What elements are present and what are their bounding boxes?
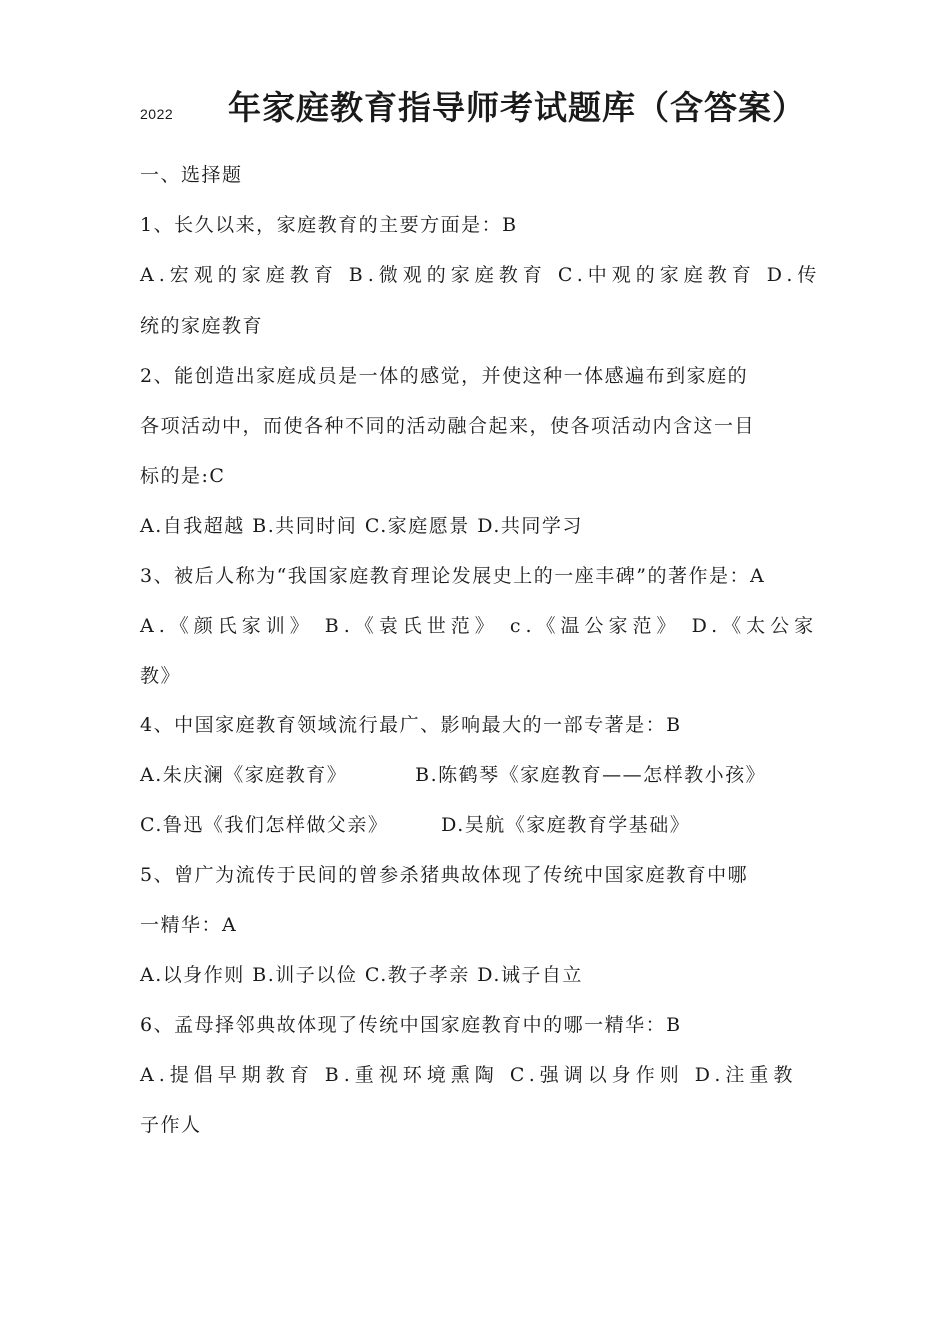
question-1-options-cont: 统的家庭教育 [140, 315, 264, 337]
question-3-options: A.《颜氏家训》 B.《袁氏世范》 c.《温公家范》 D.《太公家 [140, 615, 819, 637]
question-4-options: C.鲁迅《我们怎样做父亲》 D.吴航《家庭教育学基础》 [140, 814, 691, 836]
page-title: 年家庭教育指导师考试题库（含答案） [228, 88, 806, 127]
question-2-cont: 各项活动中，而使各种不同的活动融合起来，使各项活动内含这一目 [140, 415, 756, 437]
question-4-options: A.朱庆澜《家庭教育》 B.陈鹤琴《家庭教育——怎样教小孩》 [140, 764, 767, 786]
question-4: 4、中国家庭教育领域流行最广、影响最大的一部专著是：B [140, 714, 682, 736]
question-5: 5、曾广为流传于民间的曾参杀猪典故体现了传统中国家庭教育中哪 [140, 864, 749, 886]
title-row [140, 82, 820, 130]
question-3: 3、被后人称为“我国家庭教育理论发展史上的一座丰碑”的著作是：A [140, 565, 766, 587]
question-1: 1、长久以来，家庭教育的主要方面是：B [140, 214, 518, 236]
question-2-cont: 标的是:C [140, 465, 226, 487]
title-year: 2022 [140, 106, 174, 122]
question-6: 6、孟母择邻典故体现了传统中国家庭教育中的哪一精华：B [140, 1014, 682, 1036]
question-5-options: A.以身作则 B.训子以俭 C.教子孝亲 D.诫子自立 [140, 964, 583, 986]
question-5-cont: 一精华：A [140, 914, 238, 936]
question-6-options: A.提倡早期教育 B.重视环境熏陶 C.强调以身作则 D.注重教 [140, 1064, 798, 1086]
question-2-options: A.自我超越 B.共同时间 C.家庭愿景 D.共同学习 [140, 515, 583, 537]
question-1-options: A.宏观的家庭教育 B.微观的家庭教育 C.中观的家庭教育 D.传 [140, 264, 822, 286]
section-heading: 一、选择题 [140, 164, 243, 186]
question-6-options-cont: 子作人 [140, 1114, 202, 1136]
question-2: 2、能创造出家庭成员是一体的感觉，并使这种一体感遍布到家庭的 [140, 365, 749, 387]
question-3-options-cont: 教》 [140, 665, 182, 687]
